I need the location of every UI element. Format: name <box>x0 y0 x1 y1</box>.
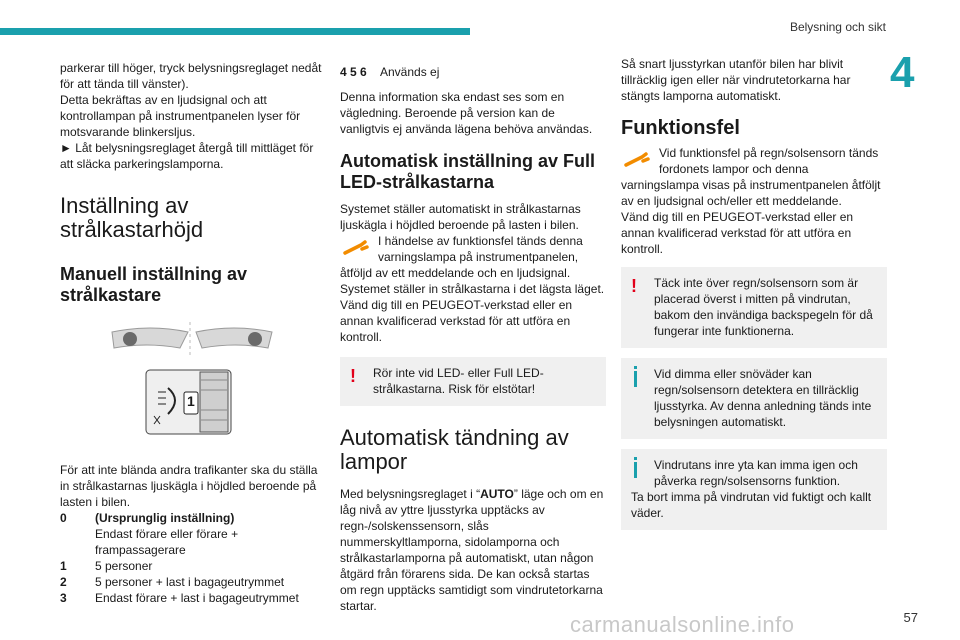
watermark: carmanualsonline.info <box>570 612 795 637</box>
list-text: 5 personer <box>95 559 153 573</box>
paragraph: Systemet ställer automatiskt in strålkastarnas ljuskägla i höjdled beroende på lasten i bilen. <box>340 202 581 232</box>
list-key: 3 <box>60 591 67 605</box>
header-accent-bar <box>0 28 470 35</box>
warning-box <box>621 267 887 348</box>
wrench-warning-icon <box>621 145 653 175</box>
headlamp-adjust-illustration <box>60 320 322 450</box>
section-title: Inställning av strålkastarhöjd <box>60 193 204 242</box>
list-key: 2 <box>60 575 67 589</box>
paragraph: parkerar till höger, tryck belysningsreglaget nedåt för att tända till vänster). <box>60 61 322 91</box>
paragraph: Så snart ljusstyrkan utanför bilen har blivit tillräcklig igen eller när vindrutetorkarna har stängts lamporna automatiskt. <box>621 57 851 103</box>
list-detail: Endast förare eller förare + frampassagerare <box>95 527 239 557</box>
warning-text: Täck inte över regn/solsensorn som är placerad överst i mitten på vindrutan, bakom den invändiga backspegeln för då fungerar inte funktionerna. <box>654 276 873 338</box>
list-key: 4 5 6 <box>340 65 367 79</box>
list-text: Endast förare + last i bagageutrymmet <box>95 591 299 605</box>
paragraph: ► Låt belysningsreglaget återgå till mittläget för att släcka parkeringslamporna. <box>60 141 314 171</box>
paragraph: Detta bekräftas av en ljudsignal och att kontrollampan på instrumentpanelen lyser för motsvarande blinkersljus. <box>60 93 301 139</box>
page-header-title: Belysning och sikt <box>789 20 886 34</box>
list-text: 5 personer + last i bagageutrymmet <box>95 575 285 589</box>
text-span: ” läge och om en låg nivå av yttre ljusstyrka upptäcks av regn-/solskenssensorn, slås nummerskyltlamporna, sidolamporna och strålkastarlamporna på automatiskt, utan någon åtgärd från förarens sida. De kan också startas om regn upptäcks samtidigt som vindrutetorkarna startar. <box>340 487 604 613</box>
warning-text: Rör inte vid LED- eller Full LED-strålkastarna. Risk för elstötar! <box>373 366 544 396</box>
paragraph: I händelse av funktionsfel tänds denna varningslampa på instrumentpanelen, åtföljd av ett meddelande och en ljudsignal. <box>340 234 583 280</box>
info-box <box>621 358 887 439</box>
info-text: Ta bort imma på vindrutan vid fuktigt och kallt väder. <box>631 490 872 520</box>
info-box <box>621 449 887 530</box>
column-3 <box>621 56 887 530</box>
list-item <box>60 574 322 590</box>
paragraph: Vid funktionsfel på regn/solsensorn tänds fordonets lampor och denna varningslampa visas på instrumentpanelen åtföljt av en ljudsignal och/eller ett meddelande. <box>621 146 881 208</box>
info-text: Vid dimma eller snöväder kan regn/solsensorn detektera en tillräcklig ljusstyrka. Av denna anledning tänds inte belysningen automatiskt. <box>654 367 872 429</box>
fault-block <box>340 233 606 281</box>
wrench-warning-icon <box>340 233 372 263</box>
list-item <box>340 64 606 80</box>
list-text: (Ursprunglig inställning) <box>95 511 235 525</box>
list-text: Används ej <box>380 65 440 79</box>
fault-block <box>621 145 887 209</box>
warning-box <box>340 357 606 406</box>
subsection-title: Manuell inställning av strålkastare <box>60 264 248 305</box>
info-text: Vindrutans inre yta kan imma igen och påverka regn/solsensorns funktion. <box>654 458 858 488</box>
list-item <box>60 590 322 606</box>
exclamation-icon: ! <box>350 366 356 386</box>
section-title: Automatisk tändning av lampor <box>340 425 569 474</box>
list-item <box>60 510 322 558</box>
column-2 <box>340 64 606 614</box>
paragraph: För att inte blända andra trafikanter ska du ställa in strålkastarnas ljuskägla i höjdled beroende på lasten i bilen. <box>60 463 318 509</box>
headlamp-adjust-icon <box>60 320 322 450</box>
page-number: 57 <box>903 610 918 625</box>
list-key: 1 <box>60 559 67 573</box>
column-1 <box>60 60 322 606</box>
paragraph: Vänd dig till en PEUGEOT-verkstad eller en annan kvalificerad verkstad för att utföra en kontroll. <box>340 298 573 344</box>
dial-number: 1 <box>187 393 195 409</box>
list-item <box>60 558 322 574</box>
info-icon <box>634 371 637 387</box>
paragraph: Vänd dig till en PEUGEOT-verkstad eller en annan kvalificerad verkstad för att utföra en kontroll. <box>621 210 854 256</box>
list-key: 0 <box>60 511 67 525</box>
paragraph: Denna information ska endast ses som en vägledning. Beroende på version kan de vanligtvis ej använda lägena behöva användas. <box>340 90 593 136</box>
paragraph: Systemet ställer in strålkastarna i det lägsta läget. <box>340 282 605 296</box>
subsection-title: Funktionsfel <box>621 117 740 139</box>
text-span: Med belysningsreglaget i “ <box>340 487 481 501</box>
chapter-number: 4 <box>890 48 915 97</box>
subsection-title: Automatisk inställning av Full LED-strålkastarna <box>340 151 596 192</box>
info-icon <box>634 462 637 478</box>
auto-label: AUTO <box>480 487 514 501</box>
paragraph <box>340 486 606 614</box>
exclamation-icon: ! <box>631 276 637 296</box>
